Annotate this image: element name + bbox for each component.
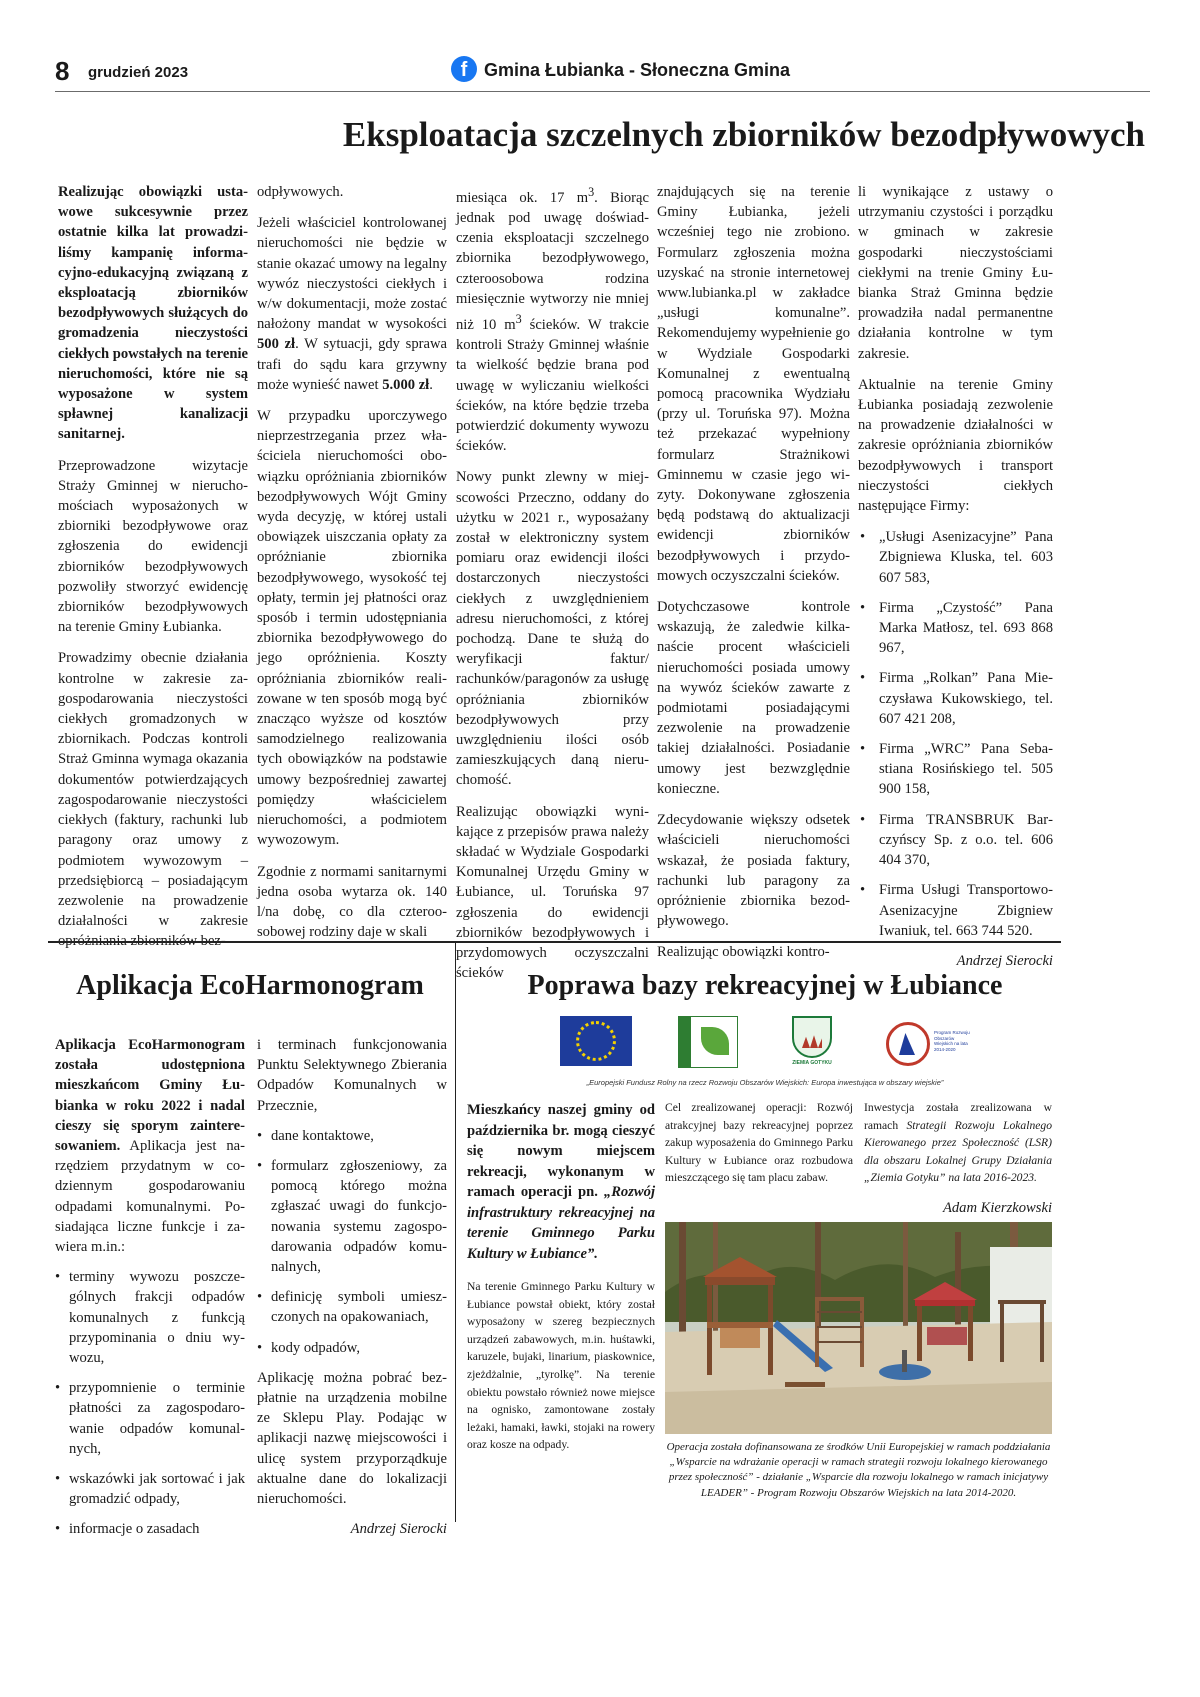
- logo-label: ZIEMIA GOTYKU: [792, 1060, 832, 1066]
- app-features-list: [55, 1267, 245, 1539]
- article2-column-2: [257, 1035, 447, 1549]
- text-span: . Biorąc jednak pod uwagę doświadczenia eksploatacji szczelnego zbiornika bezodpływowego, czteroosobowa rodzina miesięcznie wytworzy nie mniej niż 10 m: [456, 189, 650, 333]
- article2-lead: [55, 1035, 245, 1257]
- list-item: • przypomnienie o terminie płatności za zagospodarowanie odpadów komunalnych,: [55, 1378, 245, 1459]
- article1-paragraph: znajdujących się na terenie Gminy Łubianka, jeżeli wcześniej tego nie zrobiono. Formularz zgłoszenia można uzyskać na stronie internetowej www.lubianka.pl w zakładce „usługi komunalne”. Rekomendujemy wypełnienie go w Wydziale Gospodarki Komunalnej z ewentualną pomocą pracownika Wydziału (przy ul. Toruńska 97). Można też przekazać wypełniony formularz Strażnikowi Gminnemu w czasie jego wizyty. Dokonywane zgłoszenia będą podstawą do aktualizacji ewidencji zbiorników bezodpływowych i przydomowych oczyszczalni ścieków.: [657, 184, 850, 584]
- page-header: [55, 56, 1150, 92]
- playground-illustration: [665, 1222, 1052, 1434]
- list-item: • dane kontaktowe,: [257, 1126, 447, 1146]
- list-item: • wskazówki jak sortować i jak gromadzić odpady,: [55, 1469, 245, 1509]
- prow-logo: [882, 1016, 968, 1072]
- article1-paragraph: Przeprowadzone wizytacje Straży Gminnej w nieruchomościach wyposażonych w zbiorniki bezodpływowe oraz zgłoszenia do ewidencji zbiorników bezodpływowych pozwoliły stworzyć ewidencję zbiorników bezodpływowych na terenie Gminy Łubianka.: [58, 457, 248, 636]
- article1-paragraph: [456, 182, 649, 456]
- list-item: • „Usługi Asenizacyjne” Pana Zbigniewa Kluska, tel. 603 607 583,: [858, 527, 1053, 588]
- article3-column-1: [467, 1100, 655, 1454]
- article-title-ecoharmonogram: Aplikacja EcoHarmonogram: [76, 970, 424, 1001]
- article1-column-2: [257, 182, 447, 953]
- text-span: ścieków. W trakcie kontroli Straży Gminnej właśnie ta wielkość będzie brana pod uwagę w wyliczaniu wielkości ścieków, na które będzie trzeba potwierdzić dokumenty wywozu ścieków.: [456, 316, 649, 455]
- article-title-zbiorniki: Eksploatacja szczelnych zbiorników bezodpływowych: [342, 115, 1145, 154]
- list-item: • Firma Usługi Transportowo-Asenizacyjne Zbigniew Iwaniuk, tel. 663 744 520.: [858, 880, 1053, 941]
- article1-paragraph: Zgodnie z normami sanitarnymi jedna osoba wytarza ok. 140 l/na dobę, co dla czteroosobowej rodziny daje w skali: [257, 863, 447, 941]
- logos-caption: „Europejski Fundusz Rolny na rzecz Rozwoju Obszarów Wiejskich: Europa inwestująca w obszary wiejskie”: [586, 1078, 944, 1087]
- horizontal-divider: [48, 941, 1061, 943]
- superscript: 3: [588, 185, 595, 199]
- text-span: .: [429, 376, 433, 393]
- text-span: . W sytuacji, gdy sprawa trafi do sądu kara grzywny może wynieść nawet: [257, 336, 447, 393]
- article1-paragraph: Nowy punkt zlewny w miejscowości Przeczno, oddany do użytku w 2021 r., wyposażany został w elektroniczny system pomiaru oraz ewidencji ilości dostarczonych nieczystości ciekłych z uwzględnieniem adresu nieruchomości, z której pochodzą. Dane te służą do weryfikacji faktur/ rachunków/paragonów za usługę opróżniania zbiorników bezodpływowych przy uwzględnieniu ilości osób zamieszkujących daną nieruchomość.: [456, 469, 649, 789]
- list-item: • terminy wywozu poszczególnych frakcji odpadów komunalnych z funkcją przypominania o dniu wywozu,: [55, 1267, 245, 1368]
- superscript: 3: [515, 312, 522, 327]
- text-span: Aplikacja jest narzędziem przydatnym w codziennym gospodarowaniu odpadami komunalnymi. Posiadająca liczne funkcje i zawiera m.in.:: [55, 1138, 245, 1256]
- article1-paragraph: li wynikające z ustawy o utrzymaniu czystości i porządku w gminach w zakresie gospodarki nieczystościami ciekłymi na trenie Gminy Łubianka Straż Gminna będzie prowadziła nadal permanentne działania kontrolne w tym zakresie.: [858, 184, 1053, 362]
- article3-paragraph: Na terenie Gminnego Parku Kultury w Łubiance powstał obiekt, który został wyposażony w szereg bezpiecznych urządzeń zabawowych, m.in. huśtawki, karuzele, bujaki, linarium, piaskownice, zjeżdżalnie, „tyrolkę”. Na terenie obiektu powstało również nowe miejsce na ognisko, zamontowane zostały leżaki, hamaki, ławki, stojaki na rowery oraz kosze na odpady.: [467, 1280, 655, 1452]
- playground-photo: [665, 1222, 1052, 1434]
- article1-paragraph: W przypadku uporczywego nieprzestrzegania przez właściciela nieruchomości obowiązku opróżniania zbiorników bezodpływowych Wójt Gminy wyda decyzję, w której ustali obowiązek uiszczania opłaty za opróżnianie zbiornika bezodpływowego, wysokość tej opłaty, termin jej płatności oraz sposób i termin udostępniania zbiornika bezodpływowego do jego opróżnienia. Koszty opróżniania zbiorników realizowane w ten sposób mogą być znacząco wyższe od kosztów samodzielnego realizowania tych obowiązków na podstawie umowy bezpośredniej zawartej pomiędzy właścicielem nieruchomości, a podmiotem wywozowym.: [257, 408, 447, 849]
- list-item: • Firma TRANSBRUK Barczyńscy Sp. z o.o. tel. 606 404 370,: [858, 810, 1053, 871]
- article3-column-3: [864, 1099, 1052, 1187]
- article1-column-3: [456, 182, 649, 994]
- funding-logos: [560, 1016, 980, 1074]
- article1-column-4: [657, 182, 850, 974]
- article3-paragraph: [864, 1099, 1052, 1187]
- leader-logo: [678, 1016, 738, 1068]
- article3-lead: [467, 1100, 655, 1264]
- article1-paragraph: Prowadzimy obecnie działania kontrolne w zakresie zagospodarowania nieczystości ciekłych gromadzonych w zbiornikach. Podczas kontroli Straż Gminna wymaga okazania dokumentów potwierdzających zagospodarowanie nieczystości ciekłych (faktury, rachunki lub paragony oraz umowy z podmiotem wywozowym – przedsiębiorcą – posiadającym zezwolenie na prowadzenie działalności w zakresie opróżniania zbiorników bez-: [58, 650, 248, 950]
- article2-column-1: [55, 1035, 245, 1550]
- author-signature: Adam Kierzkowski: [942, 1200, 1052, 1216]
- article-title-poprawa-bazy: Poprawa bazy rekreacyjnej w Łubiance: [527, 970, 1003, 1001]
- article1-paragraph: Realizując obowiązki wynikające z przepisów prawa należy składać w Wydziale Gospodarki Komunalnej Urzędu Gminy w Łubiance, ul. Toruńska 97 zgłoszenia do ewidencji zbiorników bezodpływowych i przydomowych oczyszczalni ścieków: [456, 803, 649, 982]
- article1-paragraph: Zdecydowanie większy odsetek właścicieli nieruchomości wskazał, że posiada faktury, rachunki lub paragony za opróżnienie zbiornika bezodpływowego.: [657, 812, 850, 930]
- firms-list: [858, 527, 1053, 941]
- text-span: Jeżeli właściciel kontrolowanej nieruchomości nie będzie w stanie okazać umowy na legalny wywóz nieczystości ciekłych i w/w dokumentacji, może zostać nałożony mandat w wysokości: [257, 215, 447, 333]
- list-item: • definicję symboli umieszczonych na opakowaniach,: [257, 1287, 447, 1327]
- operation-name: „Rozwój infrastruktury rekreacyjnej na terenie Gminnego Parku Kultury w Łubiance”.: [467, 1184, 655, 1262]
- article1-paragraph: odpływowych.: [257, 184, 344, 200]
- article1-paragraph-fine: [257, 213, 447, 395]
- article2-paragraph: i terminach funkcjonowania Punktu Selektywnego Zbierania Odpadów Komunalnych w Przecznie,: [257, 1037, 447, 1114]
- list-item: • informacje o zasadach: [55, 1519, 245, 1539]
- issue-date: grudzień 2023: [88, 64, 189, 81]
- text-span: Mieszkańcy naszej gminy od października br. mogą cieszyć się nowym miejscem rekreacji, wykonanym w ramach operacji pn.: [467, 1102, 655, 1200]
- list-item: • Firma „Rolkan” Pana Mieczysława Kukowskiego, tel. 607 421 208,: [858, 668, 1053, 729]
- logo-label: Program Rozwoju Obszarów Wiejskich na lata 2014-2020: [934, 1030, 970, 1052]
- text-span: miesiąca ok. 17 m: [456, 189, 589, 206]
- article3-column-2: [665, 1099, 853, 1187]
- list-item: • formularz zgłoszeniowy, za pomocą którego można zgłaszać uwagi do funkcjonowania systemu zagospodarowania odpadów komunalnych,: [257, 1156, 447, 1277]
- app-features-list-continued: [257, 1126, 447, 1358]
- ziemia-gotyku-logo: [788, 1016, 836, 1072]
- list-item: • kody odpadów,: [257, 1338, 447, 1358]
- article1-column-1: [58, 182, 248, 963]
- article2-paragraph: Aplikację można pobrać bezpłatnie na urządzenia mobilne ze Sklepu Play. Podając w aplikacji nazwę miejscowości i ulicę system przyporządkuje aktualne dane do lokalizacji nieruchomości.: [257, 1369, 447, 1508]
- lead-bold: Aplikacja EcoHarmonogram została udostępniona mieszkańcom Gminy Łubianka w roku 2022 i nadal cieszy się sporym zainteresowaniem.: [55, 1037, 245, 1155]
- article1-paragraph: Realizując obowiązki kontro-: [657, 944, 830, 961]
- photo-caption: Operacja została dofinansowana ze środków Unii Europejskiej w ramach poddziałania „Wsparcie na wdrażanie operacji w ramach strategii rozwoju lokalnego kierowanego przez społeczność” - działanie „Wsparcie dla rozwoju lokalnego w ramach inicjatywy LEADER” - Program Rozwoju Obszarów Wiejskich na lata 2014-2020.: [666, 1441, 1051, 1499]
- text-span: Inwestycja została zrealizowana w ramach: [864, 1101, 1052, 1132]
- article1-paragraph: Dotychczasowe kontrole wskazują, że zaledwie kilkanaście procent właścicieli nieruchomości posiada umowy na wywóz ścieków zawarte z podmiotami posiadającymi zezwolenie na prowadzenie takiej działalności. Posiadanie umowy jest bezwzględnie konieczne.: [657, 599, 850, 797]
- publication-title: Gmina Łubianka - Słoneczna Gmina: [484, 60, 791, 80]
- list-item: • Firma „WRC” Pana Sebastiana Rosińskiego tel. 505 900 158,: [858, 739, 1053, 800]
- strategy-name: Strategii Rozwoju Lokalnego Kierowanego przez Społeczność (LSR) dla obszaru Lokalnej Grupy Działania „Ziemia Gotyku” na lata 2016-2023.: [864, 1118, 1052, 1185]
- author-signature: Andrzej Sierocki: [956, 952, 1053, 969]
- facebook-icon[interactable]: f: [451, 56, 477, 82]
- fine-amount: 500 zł: [257, 336, 296, 353]
- author-signature: Andrzej Sierocki: [350, 1521, 447, 1538]
- article1-lead: Realizując obowiązki ustawowe sukcesywnie przez ostatnie kilka lat prowadziliśmy kampanię informacyjno-edukacyjną związaną z eksploatacją zbiorników bezodpływowych służących do gromadzenia nieczystości ciekłych powstałych na terenie nieruchomości, które nie są wyposażone w system spławnej kanalizacji sanitarnej.: [58, 184, 248, 443]
- eu-flag-icon: [560, 1016, 632, 1066]
- list-item: • Firma „Czystość” Pana Marka Matłosz, tel. 693 868 967,: [858, 598, 1053, 659]
- vertical-divider: [455, 942, 456, 1522]
- page-number: 8: [55, 56, 70, 86]
- article1-column-5: [858, 182, 1053, 982]
- article1-paragraph: Aktualnie na terenie Gminy Łubianka posiadają zezwolenie na prowadzenie działalności w zakresie opróżniania zbiorników bezodpływowych i transport nieczystości ciekłych następujące Firmy:: [858, 376, 1053, 515]
- article3-paragraph: Cel zrealizowanej operacji: Rozwój atrakcyjnej bazy rekreacyjnej poprzez zakup wyposażenia do Gminnego Parku Kultury w Łubiance oraz rozbudowa mieszczącego się tam placu zabaw.: [665, 1101, 853, 1185]
- fine-amount-max: 5.000 zł: [382, 376, 430, 393]
